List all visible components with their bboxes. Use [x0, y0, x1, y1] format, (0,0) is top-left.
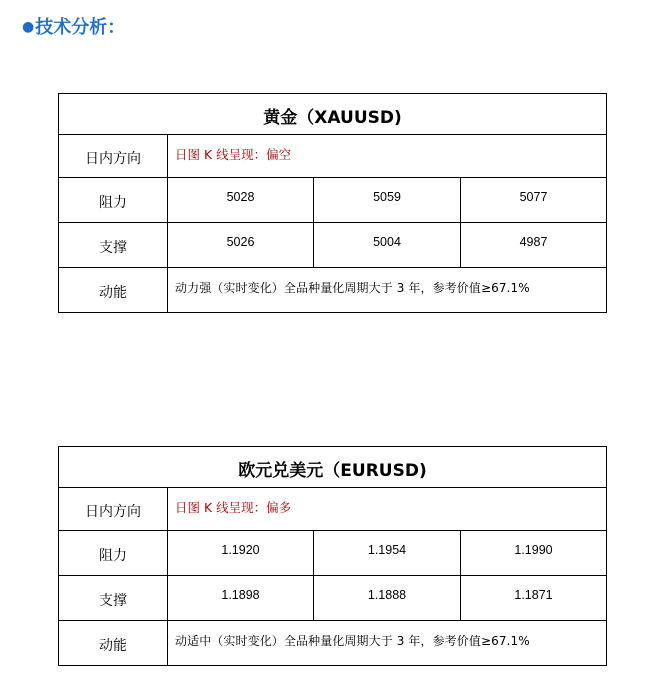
section-heading	[22, 16, 125, 39]
momentum-row	[59, 621, 607, 666]
resistance-label: 阻力	[59, 178, 168, 223]
resistance-row	[59, 178, 607, 223]
direction-label: 日内方向	[59, 488, 168, 531]
support-value-1: 1.1898	[168, 576, 314, 621]
resistance-label: 阻力	[59, 531, 168, 576]
direction-value: 日图 K 线呈现：偏空	[168, 135, 607, 178]
momentum-value: 动力强（实时变化）全品种量化周期大于 3 年，参考价值≥67.1%	[168, 268, 607, 313]
direction-row	[59, 488, 607, 531]
resistance-value-2: 1.1954	[314, 531, 461, 576]
support-value-3: 1.1871	[461, 576, 607, 621]
momentum-row	[59, 268, 607, 313]
support-value-1: 5026	[168, 223, 314, 268]
table-title: 黄金（XAUUSD)	[59, 94, 607, 135]
momentum-value: 动适中（实时变化）全品种量化周期大于 3 年，参考价值≥67.1%	[168, 621, 607, 666]
section-heading-text: 技术分析：	[35, 17, 126, 38]
direction-label: 日内方向	[59, 135, 168, 178]
support-value-2: 1.1888	[314, 576, 461, 621]
table-title: 欧元兑美元（EURUSD)	[59, 447, 607, 488]
gold-analysis-table	[58, 93, 607, 313]
direction-row	[59, 135, 607, 178]
support-value-2: 5004	[314, 223, 461, 268]
momentum-label: 动能	[59, 268, 168, 313]
support-row	[59, 576, 607, 621]
resistance-value-1: 1.1920	[168, 531, 314, 576]
bullet-icon: ●	[22, 19, 35, 35]
support-label: 支撑	[59, 223, 168, 268]
resistance-value-3: 1.1990	[461, 531, 607, 576]
momentum-label: 动能	[59, 621, 168, 666]
resistance-row	[59, 531, 607, 576]
support-value-3: 4987	[461, 223, 607, 268]
support-row	[59, 223, 607, 268]
resistance-value-2: 5059	[314, 178, 461, 223]
direction-value: 日图 K 线呈现：偏多	[168, 488, 607, 531]
resistance-value-1: 5028	[168, 178, 314, 223]
table-title-row	[59, 94, 607, 135]
table-title-row	[59, 447, 607, 488]
support-label: 支撑	[59, 576, 168, 621]
eurusd-analysis-table	[58, 446, 607, 666]
resistance-value-3: 5077	[461, 178, 607, 223]
